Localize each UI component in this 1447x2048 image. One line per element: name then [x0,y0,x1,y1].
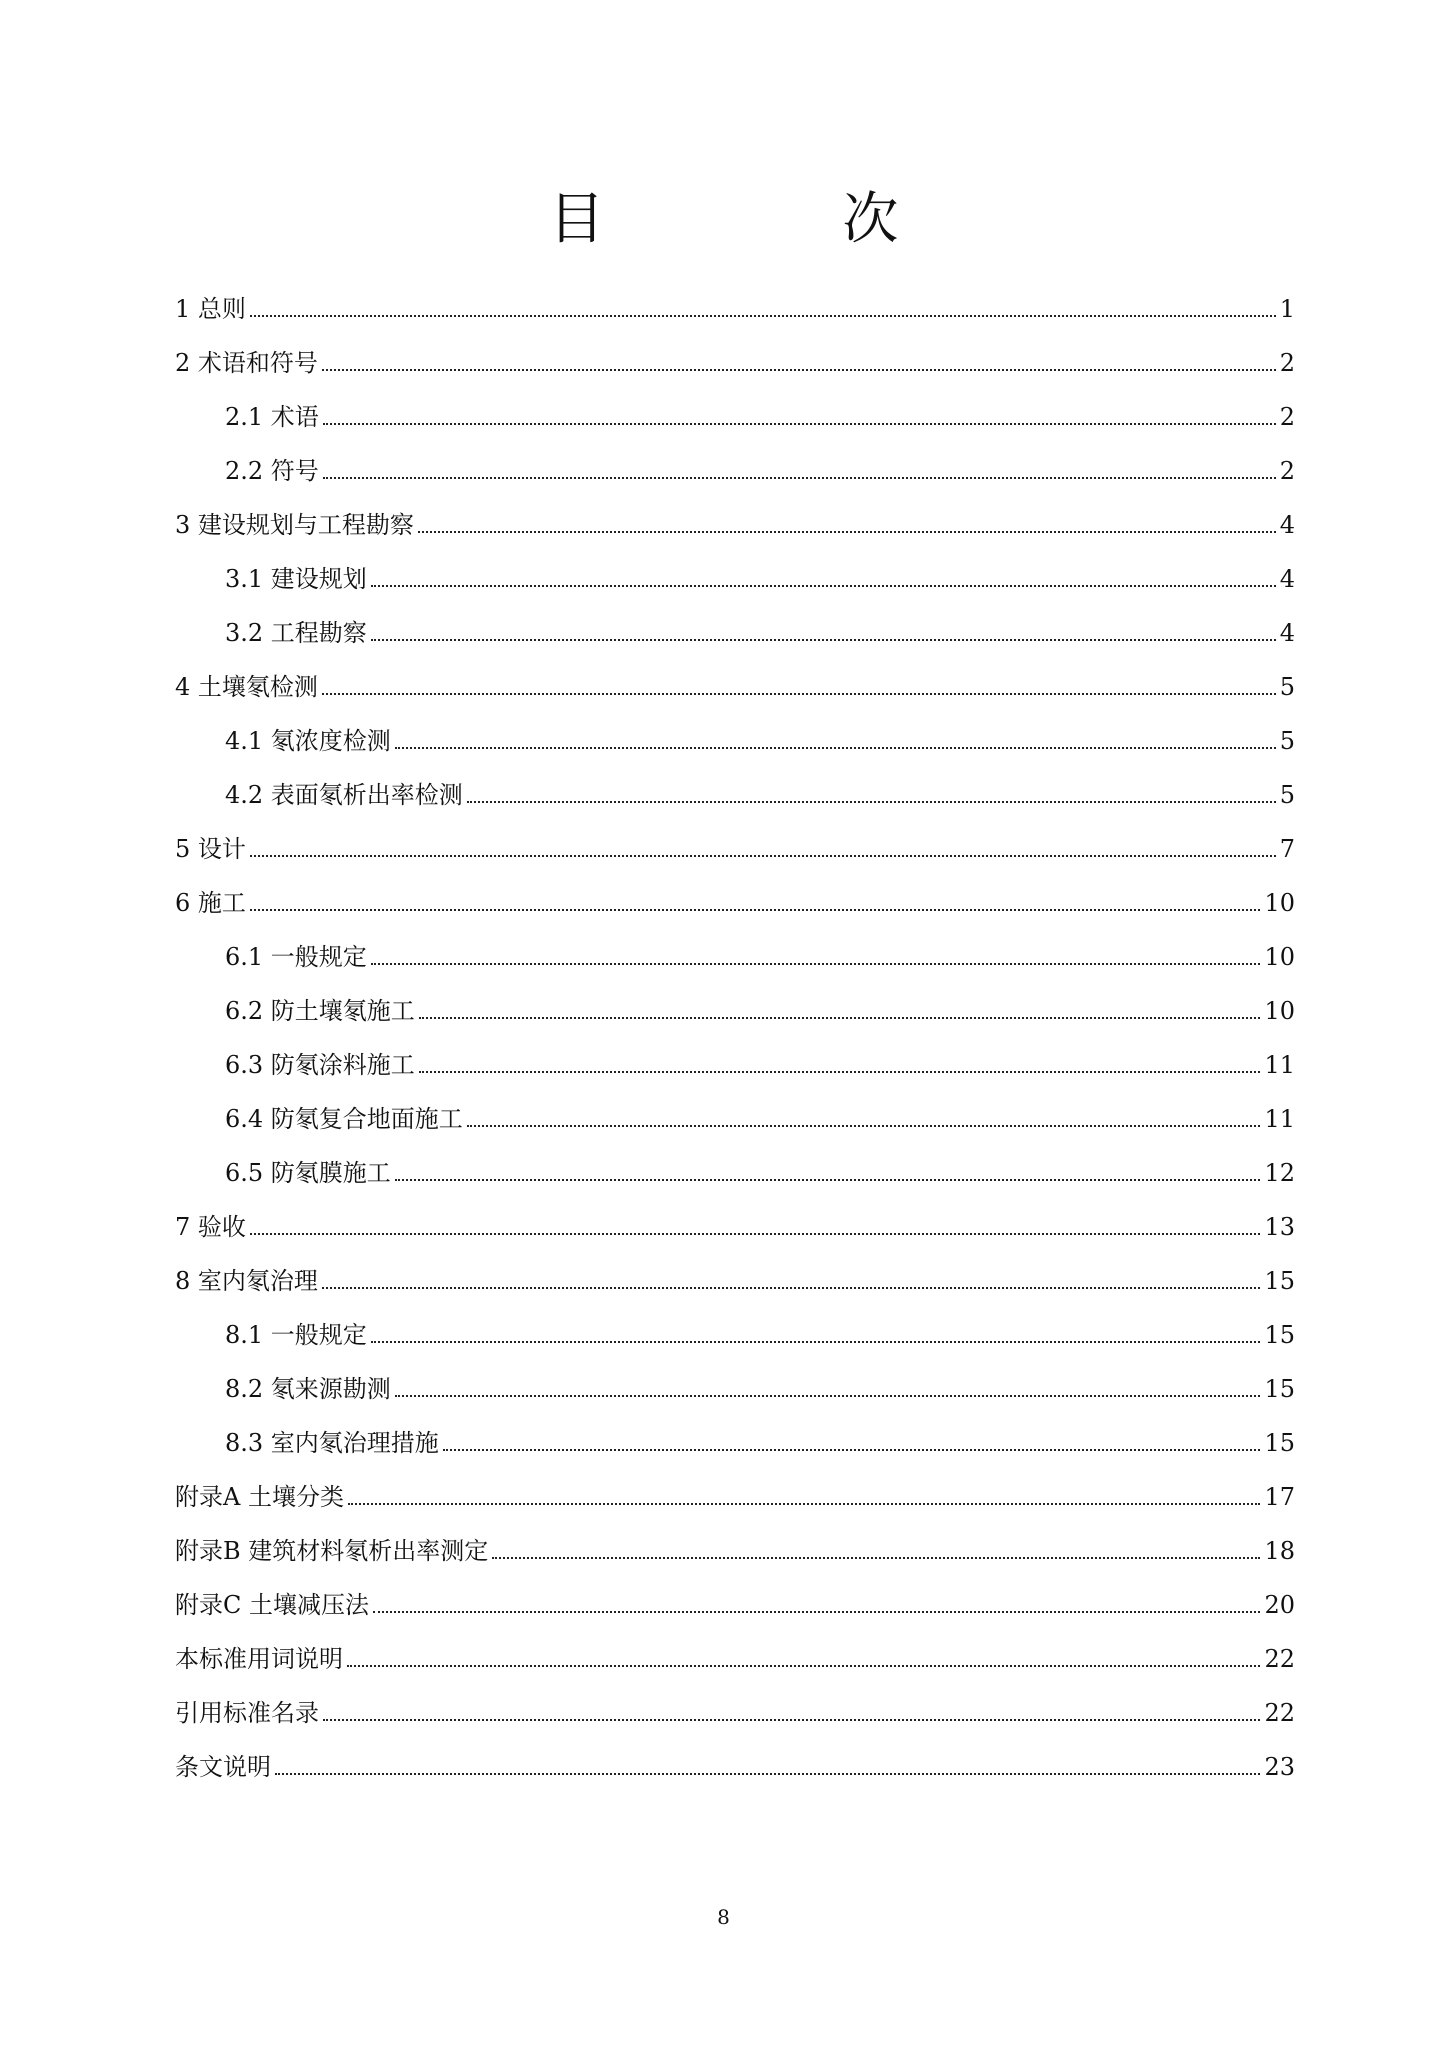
toc-entry-page: 11 [1264,1105,1295,1133]
toc-entry-label: 6.2 防土壤氡施工 [225,997,415,1025]
toc-entry-label: 附录B 建筑材料氡析出率测定 [175,1537,489,1565]
toc-leader-dots [371,961,1261,965]
toc-entry[interactable] [175,1740,1295,1794]
toc-entry-page: 5 [1279,673,1295,701]
toc-entry-page: 15 [1264,1321,1295,1349]
toc-entry-label: 2.1 术语 [225,403,319,431]
toc-entry-label: 条文说明 [175,1753,271,1781]
toc-entry-label: 8.3 室内氡治理措施 [225,1429,439,1457]
toc-leader-dots [323,475,1276,479]
toc-entry-label: 6.5 防氡膜施工 [225,1159,391,1187]
toc-leader-dots [395,1393,1261,1397]
toc-entry-page: 4 [1279,511,1295,539]
toc-leader-dots [443,1447,1261,1451]
toc-entry[interactable] [175,1524,1295,1578]
toc-entry-page: 10 [1264,997,1295,1025]
toc-leader-dots [323,421,1276,425]
toc-entry-page: 22 [1264,1699,1295,1727]
toc-leader-dots [322,691,1276,695]
toc-entry[interactable] [175,1254,1295,1308]
toc-entry[interactable] [175,876,1295,930]
toc-entry[interactable] [175,606,1295,660]
toc-entry[interactable] [175,660,1295,714]
toc-entry-page: 17 [1264,1483,1295,1511]
toc-entry[interactable] [175,822,1295,876]
toc-entry-page: 1 [1279,295,1295,323]
toc-entry[interactable] [175,552,1295,606]
toc-leader-dots [395,1177,1261,1181]
toc-entry-label: 4.2 表面氡析出率检测 [225,781,463,809]
toc-entry[interactable] [175,714,1295,768]
toc-entry-page: 20 [1264,1591,1295,1619]
toc-entry[interactable] [175,1092,1295,1146]
toc-entry-label: 引用标准名录 [175,1699,319,1727]
toc-leader-dots [419,1069,1261,1073]
toc-entry-label: 6.1 一般规定 [225,943,367,971]
toc-entry[interactable] [175,336,1295,390]
toc-entry-page: 4 [1279,565,1295,593]
toc-entry-label: 3.1 建设规划 [225,565,367,593]
toc-leader-dots [371,1339,1261,1343]
toc-leader-dots [348,1501,1260,1505]
toc-entry[interactable] [175,1146,1295,1200]
toc-leader-dots [250,313,1276,317]
toc-entry-page: 15 [1264,1429,1295,1457]
toc-leader-dots [322,1285,1261,1289]
toc-entry-page: 5 [1279,781,1295,809]
toc-entry-page: 15 [1264,1375,1295,1403]
toc-entry-label: 6.3 防氡涂料施工 [225,1051,415,1079]
toc-entry[interactable] [175,768,1295,822]
toc-entry-page: 12 [1264,1159,1295,1187]
toc-leader-dots [250,1231,1261,1235]
toc-entry-page: 22 [1264,1645,1295,1673]
toc-entry[interactable] [175,1038,1295,1092]
toc-entry-label: 8.2 氡来源勘测 [225,1375,391,1403]
toc-entry-page: 18 [1264,1537,1295,1565]
toc-entry-label: 1 总则 [175,295,246,323]
toc-leader-dots [371,583,1276,587]
toc-entry[interactable] [175,1578,1295,1632]
toc-leader-dots [250,907,1261,911]
toc-entry[interactable] [175,282,1295,336]
toc-entry-page: 4 [1279,619,1295,647]
toc-entry-page: 13 [1264,1213,1295,1241]
toc-entry-label: 7 验收 [175,1213,246,1241]
toc-entry-label: 3.2 工程勘察 [225,619,367,647]
toc-entry-page: 10 [1264,889,1295,917]
toc-entry-label: 6 施工 [175,889,246,917]
toc-leader-dots [467,799,1276,803]
toc-entry[interactable] [175,1362,1295,1416]
toc-entry-page: 23 [1264,1753,1295,1781]
toc-entry-page: 10 [1264,943,1295,971]
toc-leader-dots [419,1015,1261,1019]
toc-leader-dots [275,1771,1260,1775]
toc-entry-label: 5 设计 [175,835,246,863]
toc-entry[interactable] [175,1686,1295,1740]
toc-entry-page: 11 [1264,1051,1295,1079]
toc-entry-label: 8 室内氡治理 [175,1267,318,1295]
toc-entry-label: 8.1 一般规定 [225,1321,367,1349]
toc-entry-label: 4.1 氡浓度检测 [225,727,391,755]
toc-leader-dots [395,745,1276,749]
toc-entry-label: 附录C 土壤减压法 [175,1591,369,1619]
toc-entry-page: 2 [1279,349,1295,377]
toc-entry-label: 2 术语和符号 [175,349,318,377]
table-of-contents [175,282,1295,1794]
toc-entry[interactable] [175,444,1295,498]
toc-leader-dots [347,1663,1260,1667]
page-number: 8 [717,1905,730,1929]
toc-leader-dots [322,367,1276,371]
toc-entry[interactable] [175,984,1295,1038]
toc-entry-label: 6.4 防氡复合地面施工 [225,1105,463,1133]
toc-leader-dots [250,853,1276,857]
toc-leader-dots [373,1609,1260,1613]
toc-entry-label: 4 土壤氡检测 [175,673,318,701]
toc-leader-dots [492,1555,1260,1559]
toc-leader-dots [467,1123,1261,1127]
toc-entry-page: 2 [1279,403,1295,431]
toc-entry-page: 7 [1279,835,1295,863]
toc-entry-page: 2 [1279,457,1295,485]
toc-entry[interactable] [175,498,1295,552]
toc-entry[interactable] [175,930,1295,984]
toc-entry[interactable] [175,1308,1295,1362]
toc-entry[interactable] [175,1200,1295,1254]
toc-leader-dots [418,529,1276,533]
toc-entry-page: 5 [1279,727,1295,755]
toc-entry-label: 2.2 符号 [225,457,319,485]
toc-entry-label: 附录A 土壤分类 [175,1483,344,1511]
toc-entry-page: 15 [1264,1267,1295,1295]
toc-entry-label: 本标准用词说明 [175,1645,343,1673]
toc-entry[interactable] [175,1632,1295,1686]
toc-entry-label: 3 建设规划与工程勘察 [175,511,414,539]
toc-leader-dots [323,1717,1260,1721]
toc-leader-dots [371,637,1276,641]
toc-entry[interactable] [175,1416,1295,1470]
toc-entry[interactable] [175,1470,1295,1524]
toc-entry[interactable] [175,390,1295,444]
page-title: 目 次 [548,187,1009,252]
